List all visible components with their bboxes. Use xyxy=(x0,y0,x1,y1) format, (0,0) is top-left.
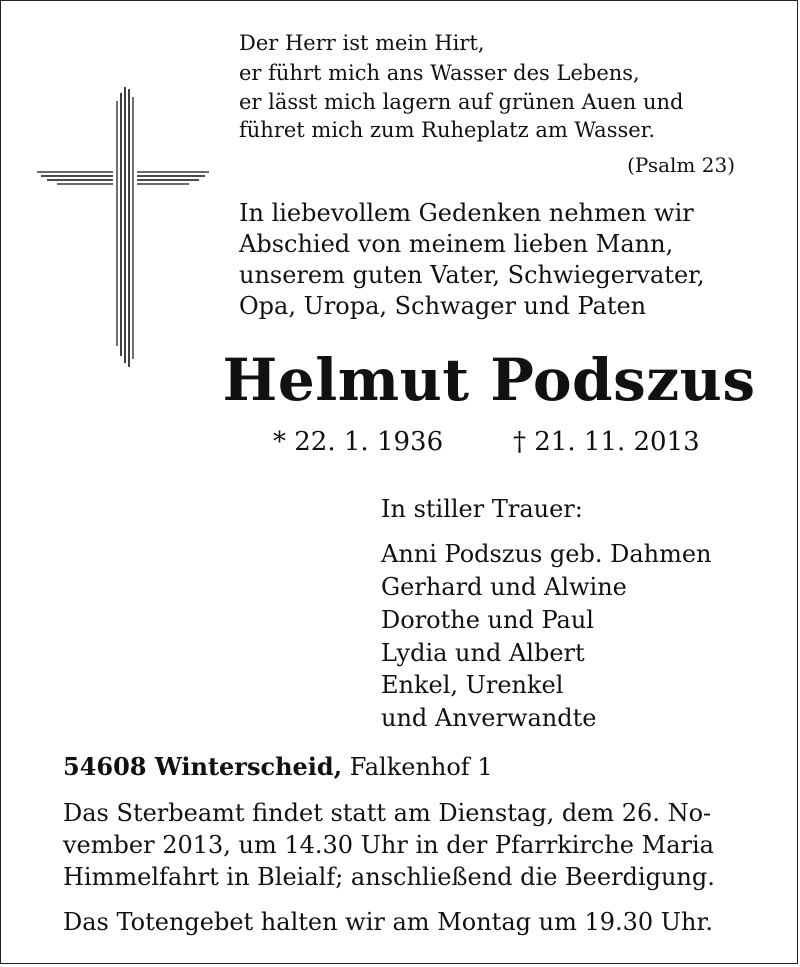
psalm-reference: (Psalm 23) xyxy=(627,153,735,177)
mourner-name: und Anverwandte xyxy=(381,704,597,732)
intro-line: Abschied von meinem lieben Mann, xyxy=(239,230,674,258)
mourners-heading: In stiller Trauer: xyxy=(381,495,583,523)
death-date: † 21. 11. 2013 xyxy=(513,427,700,457)
service-line: Himmelfahrt in Bleialf; anschließend die Beerdigung. xyxy=(63,863,715,891)
deceased-name: Helmut Podszus xyxy=(222,346,756,414)
intro-line: Opa, Uropa, Schwager und Paten xyxy=(239,292,647,320)
address xyxy=(63,752,493,781)
intro-line: In liebevollem Gedenken nehmen wir xyxy=(239,199,694,227)
psalm-line: führet mich zum Ruheplatz am Wasser. xyxy=(239,118,656,142)
service-line: Das Sterbeamt findet statt am Dienstag, dem 26. No- xyxy=(63,799,712,827)
psalm-line: er führt mich ans Wasser des Lebens, xyxy=(239,61,640,85)
intro-line: unserem guten Vater, Schwiegervater, xyxy=(239,261,705,289)
address-street: Falkenhof 1 xyxy=(349,753,493,781)
mourner-name: Dorothe und Paul xyxy=(381,606,594,634)
mourner-name: Lydia und Albert xyxy=(381,639,585,667)
service-line: vember 2013, um 14.30 Uhr in der Pfarrkirche Maria xyxy=(63,831,714,859)
psalm-line: Der Herr ist mein Hirt, xyxy=(239,31,485,55)
mourner-name: Gerhard und Alwine xyxy=(381,573,627,601)
mourner-name: Anni Podszus geb. Dahmen xyxy=(381,540,712,568)
service-line: Das Totengebet halten wir am Montag um 19.30 Uhr. xyxy=(63,908,713,936)
birth-date: * 22. 1. 1936 xyxy=(273,427,444,457)
address-place: 54608 Winterscheid, xyxy=(63,752,343,781)
mourner-name: Enkel, Urenkel xyxy=(381,671,564,699)
psalm-line: er lässt mich lagern auf grünen Auen und xyxy=(239,90,684,114)
